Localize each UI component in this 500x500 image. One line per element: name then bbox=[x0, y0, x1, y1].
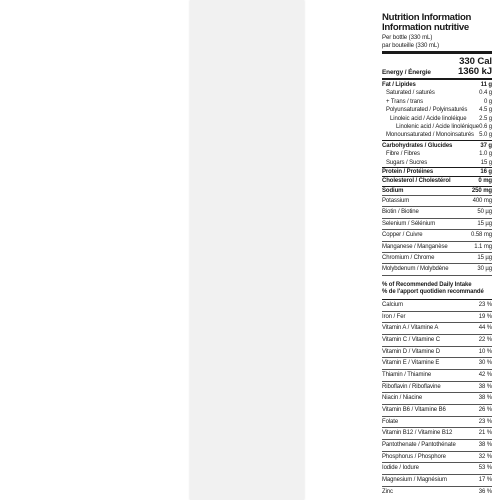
nutrient-value: 30 % bbox=[478, 360, 492, 367]
mineral-row bbox=[382, 218, 492, 229]
nutrient-name: Manganese / Manganèse bbox=[382, 243, 448, 250]
nutrient-name: Fat / Lipides bbox=[382, 82, 416, 88]
rdi-row bbox=[382, 404, 492, 416]
nutrient-value: 26 % bbox=[478, 407, 492, 413]
sodium-label: Sodium bbox=[382, 187, 404, 194]
nutrient-name: Linolenic acid / Acide linolénique bbox=[396, 123, 479, 130]
nutrient-name: Riboflavin / Riboflavine bbox=[382, 383, 441, 390]
nutrient-row bbox=[382, 106, 492, 114]
nutrient-value: 1.1 mg bbox=[474, 243, 492, 250]
cholesterol-value: 0 mg bbox=[478, 178, 492, 185]
nutrient-name: Iodide / Iodure bbox=[382, 465, 419, 472]
nutrient-name: Biotin / Biotine bbox=[382, 209, 419, 216]
rdi-row bbox=[382, 357, 492, 369]
energy-label: Energy / Énergie bbox=[382, 69, 431, 76]
label-title-en: Nutrition Information bbox=[382, 13, 472, 23]
protein-label: Protein / Protéines bbox=[382, 168, 434, 175]
nutrient-value: 15 g bbox=[480, 159, 492, 166]
rdi-row bbox=[382, 334, 492, 346]
nutrition-label-card bbox=[190, 0, 492, 500]
nutrient-value: 42 % bbox=[478, 371, 492, 378]
nutrient-name: Vitamin E / Vitamine E bbox=[382, 360, 440, 367]
rdi-row bbox=[382, 439, 492, 451]
nutrient-name: + Trans / trans bbox=[386, 98, 424, 105]
nutrient-name: Folate bbox=[382, 418, 399, 425]
nutrient-row bbox=[382, 159, 492, 167]
nutrient-name: Iron / Fer bbox=[382, 313, 406, 320]
nutrient-name: Zinc bbox=[382, 488, 393, 495]
nutrient-value: 5.0 g bbox=[479, 132, 492, 139]
rdi-row bbox=[382, 369, 492, 381]
rdi-row bbox=[382, 451, 492, 463]
rdi-row bbox=[382, 322, 492, 334]
nutrient-name: Niacin / Niacine bbox=[382, 395, 423, 402]
nutrient-name: Molybdenum / Molybdène bbox=[382, 266, 449, 273]
nutrient-row bbox=[382, 123, 492, 131]
mineral-list bbox=[382, 195, 492, 275]
nutrient-value: 11 g bbox=[480, 82, 492, 88]
sodium-value: 250 mg bbox=[471, 187, 492, 194]
nutrient-name: Vitamin B6 / Vitamine B6 bbox=[382, 407, 446, 413]
nutrient-row bbox=[382, 89, 492, 97]
nutrient-name: Potassium bbox=[382, 198, 410, 205]
nutrient-name: Saturated / saturés bbox=[386, 90, 435, 97]
nutrient-value: 400 mg bbox=[472, 198, 492, 205]
nutrition-facts-panel bbox=[382, 13, 492, 500]
mineral-row bbox=[382, 229, 492, 240]
nutrient-name: Calcium bbox=[382, 301, 403, 308]
rdi-row bbox=[382, 392, 492, 404]
rdi-row bbox=[382, 427, 492, 439]
nutrient-value: 1.0 g bbox=[479, 151, 492, 158]
mineral-row bbox=[382, 252, 492, 263]
rdi-row bbox=[382, 381, 492, 393]
rdi-row bbox=[382, 462, 492, 474]
nutrient-value: 10 % bbox=[478, 348, 492, 355]
mineral-row bbox=[382, 195, 492, 206]
rdi-row bbox=[382, 300, 492, 311]
nutrient-name: Linoleic acid / Acide linoléique bbox=[390, 115, 467, 122]
nutrient-value: 30 µg bbox=[477, 266, 492, 273]
top-rule bbox=[382, 51, 492, 54]
serving-size-fr: par bouteille (330 mL) bbox=[382, 42, 440, 49]
rdi-row bbox=[382, 416, 492, 428]
nutrient-value: 38 % bbox=[478, 383, 492, 390]
rdi-heading-en: % of Recommended Daily Intake bbox=[382, 281, 472, 288]
nutrient-value: 15 µg bbox=[477, 255, 492, 262]
rdi-row bbox=[382, 346, 492, 358]
rdi-row bbox=[382, 474, 492, 486]
nutrient-value: 38 % bbox=[478, 442, 492, 449]
sodium-row bbox=[382, 187, 492, 195]
nutrient-value: 21 % bbox=[478, 430, 492, 437]
nutrient-name: Phosphorus / Phosphore bbox=[382, 453, 446, 460]
nutrient-name: Chromium / Chrome bbox=[382, 255, 435, 262]
nutrient-row bbox=[382, 142, 492, 150]
label-title-fr: Information nutritive bbox=[382, 22, 469, 33]
nutrient-name: Fibre / Fibres bbox=[386, 151, 420, 158]
mineral-row bbox=[382, 206, 492, 217]
cholesterol-row bbox=[382, 177, 492, 185]
serving-size-en: Per bottle (330 mL) bbox=[382, 34, 433, 41]
mineral-row bbox=[382, 241, 492, 252]
nutrient-name: Vitamin C / Vitamine C bbox=[382, 336, 440, 343]
nutrient-row bbox=[382, 131, 492, 139]
nutrient-value: 0 g bbox=[483, 98, 492, 105]
nutrient-name: Copper / Cuivre bbox=[382, 232, 423, 239]
calories-value: 330 Cal bbox=[459, 56, 492, 67]
nutrient-value: 38 % bbox=[478, 395, 492, 402]
fat-group bbox=[382, 80, 492, 140]
nutrient-value: 36 % bbox=[478, 488, 492, 495]
nutrient-value: 23 % bbox=[478, 418, 492, 425]
nutrient-name: Sugars / Sucres bbox=[386, 159, 428, 166]
nutrient-value: 0.4 g bbox=[479, 90, 492, 97]
nutrient-name: Magnesium / Magnésium bbox=[382, 477, 447, 484]
nutrient-name: Carbohydrates / Glucides bbox=[382, 142, 453, 149]
protein-value: 16 g bbox=[480, 168, 492, 175]
nutrient-name: Selenium / Sélénium bbox=[382, 220, 436, 227]
protein-row bbox=[382, 168, 492, 176]
nutrient-name: Vitamin B12 / Vitamine B12 bbox=[382, 430, 453, 437]
nutrient-row bbox=[382, 150, 492, 158]
nutrient-name: Monounsaturated / Monoinsaturés bbox=[386, 132, 474, 139]
nutrient-value: 2.5 g bbox=[479, 115, 492, 122]
nutrient-name: Vitamin D / Vitamine D bbox=[382, 348, 440, 355]
nutrient-value: 17 % bbox=[478, 477, 492, 484]
nutrient-value: 15 µg bbox=[477, 220, 492, 227]
nutrient-row bbox=[382, 81, 492, 89]
nutrient-value: 0.6 g bbox=[479, 123, 492, 130]
rdi-row bbox=[382, 311, 492, 323]
rdi-heading bbox=[382, 276, 492, 296]
cholesterol-label: Cholesterol / Cholestérol bbox=[382, 178, 451, 185]
nutrient-value: 19 % bbox=[478, 313, 492, 320]
nutrient-name: Vitamin A / Vitamine A bbox=[382, 325, 439, 332]
nutrient-value: 23 % bbox=[478, 301, 492, 308]
nutrient-value: 32 % bbox=[478, 453, 492, 460]
rdi-heading-fr: % de l'apport quotidien recommandé bbox=[382, 288, 484, 295]
nutrient-value: 4.5 g bbox=[479, 107, 492, 114]
nutrient-row bbox=[382, 115, 492, 123]
nutrient-name: Polyunsaturated / Polyinsaturés bbox=[386, 107, 468, 114]
energy-value: 1360 kJ bbox=[458, 66, 492, 77]
nutrient-name: Thiamin / Thiamine bbox=[382, 371, 432, 378]
nutrient-value: 53 % bbox=[478, 465, 492, 472]
nutrient-value: 22 % bbox=[478, 336, 492, 343]
nutrient-value: 0.58 mg bbox=[471, 232, 492, 239]
nutrient-value: 50 µg bbox=[477, 209, 492, 216]
rdi-row bbox=[382, 486, 492, 498]
nutrient-value: 44 % bbox=[478, 325, 492, 332]
rdi-list bbox=[382, 299, 492, 498]
nutrient-name: Pantothenate / Pantothénate bbox=[382, 442, 456, 449]
energy-row bbox=[382, 67, 492, 78]
nutrient-value: 37 g bbox=[480, 142, 492, 149]
nutrient-row bbox=[382, 98, 492, 106]
carbohydrate-group bbox=[382, 141, 492, 167]
mineral-row bbox=[382, 263, 492, 274]
